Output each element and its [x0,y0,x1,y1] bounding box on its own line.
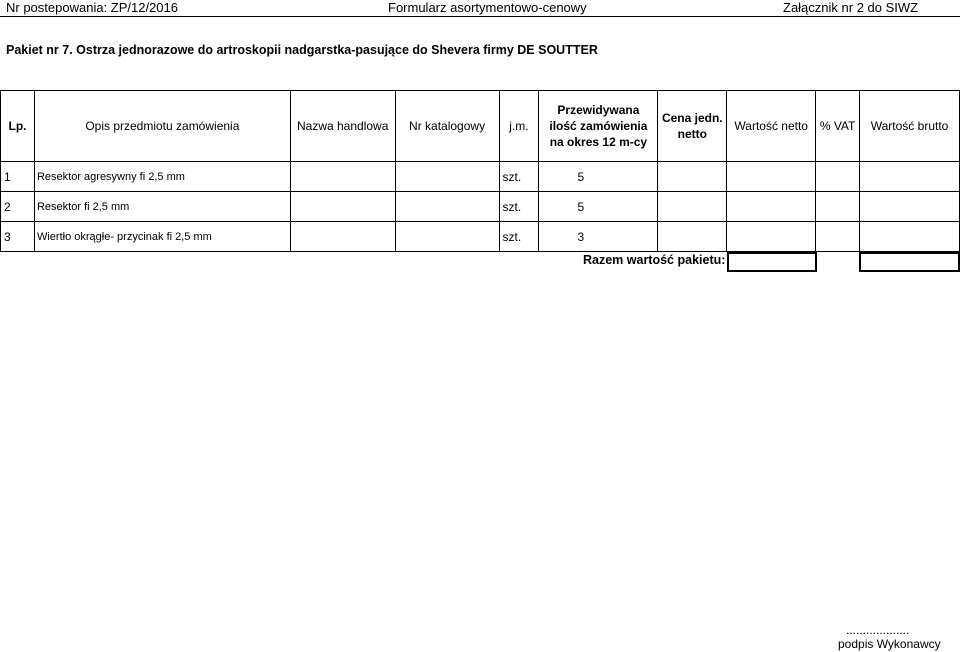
row-quantity: 5 [539,162,658,192]
row-unit-price[interactable] [658,192,727,222]
header-case-number: Nr postepowania: ZP/12/2016 [6,0,178,15]
package-total-gross-field[interactable] [859,252,960,272]
header-divider [0,16,960,17]
header-form-title: Formularz asortymentowo-cenowy [388,0,587,15]
col-header-trade-name: Nazwa handlowa [290,91,395,162]
row-unit-price[interactable] [658,162,727,192]
col-header-description: Opis przedmiotu zamówienia [34,91,290,162]
table-row [1,162,960,192]
row-description: Resektor fi 2,5 mm [34,192,290,222]
row-trade-name[interactable] [290,162,395,192]
row-vat[interactable] [816,162,860,192]
row-unit-price[interactable] [658,222,727,252]
row-gross-value[interactable] [860,222,960,252]
col-header-catalog-no: Nr katalogowy [395,91,499,162]
row-catalog-no[interactable] [395,222,499,252]
price-table [0,90,960,252]
row-description: Wiertło okrągłe- przycinak fi 2,5 mm [34,222,290,252]
row-gross-value[interactable] [860,162,960,192]
col-header-vat: % VAT [816,91,860,162]
row-unit: szt. [499,162,539,192]
table-row [1,222,960,252]
col-header-unit-price: Cena jedn. netto [658,91,727,162]
row-unit: szt. [499,192,539,222]
row-quantity: 5 [539,192,658,222]
package-total-label: Razem wartość pakietu: [583,253,726,267]
package-title: Pakiet nr 7. Ostrza jednorazowe do artroskopii nadgarstka-pasujące do Shevera firmy DE SOUTTER [6,43,598,57]
row-unit: szt. [499,222,539,252]
row-catalog-no[interactable] [395,192,499,222]
row-vat[interactable] [816,222,860,252]
row-lp: 2 [1,192,35,222]
col-header-quantity: Przewidywana ilość zamówienia na okres 12 m-cy [539,91,658,162]
signature-line: ................... [846,623,910,637]
row-trade-name[interactable] [290,222,395,252]
col-header-lp: Lp. [1,91,35,162]
row-quantity: 3 [539,222,658,252]
row-vat[interactable] [816,192,860,222]
row-net-value[interactable] [727,192,816,222]
row-catalog-no[interactable] [395,162,499,192]
col-header-gross-value: Wartość brutto [860,91,960,162]
col-header-net-value: Wartość netto [727,91,816,162]
row-lp: 3 [1,222,35,252]
row-lp: 1 [1,162,35,192]
table-header-row [1,91,960,162]
row-net-value[interactable] [727,222,816,252]
package-total-net-field[interactable] [727,252,817,272]
row-gross-value[interactable] [860,192,960,222]
table-row [1,192,960,222]
col-header-unit: j.m. [499,91,539,162]
header-attachment: Załącznik nr 2 do SIWZ [783,0,919,15]
row-description: Resektor agresywny fi 2,5 mm [34,162,290,192]
row-trade-name[interactable] [290,192,395,222]
row-net-value[interactable] [727,162,816,192]
signature-label: podpis Wykonawcy [838,637,941,651]
